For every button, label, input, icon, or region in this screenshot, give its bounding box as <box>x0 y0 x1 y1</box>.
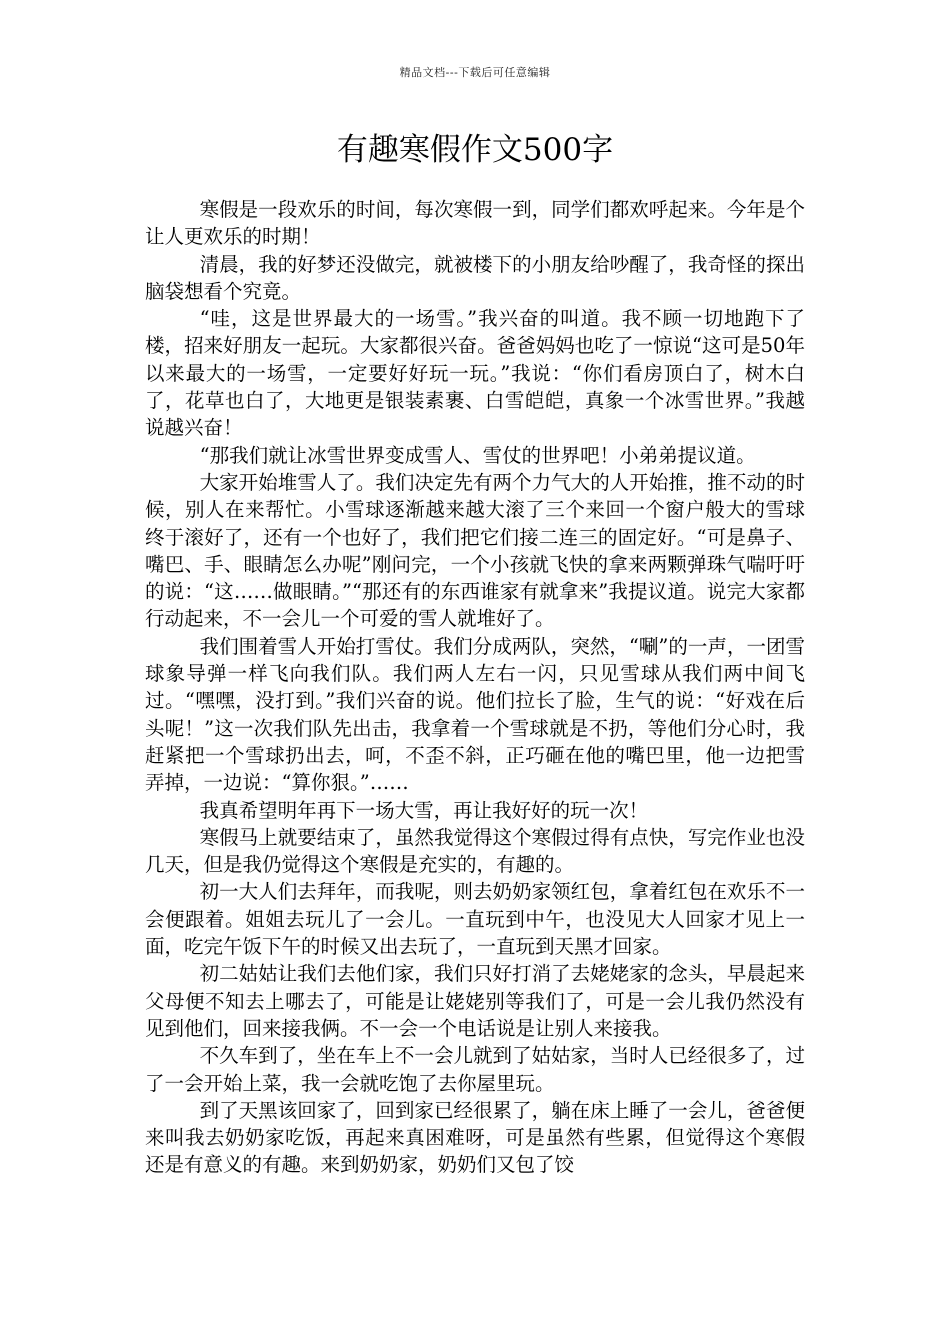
paragraph: 不久车到了，坐在车上不一会儿就到了姑姑家，当时人已经很多了，过了一会开始上菜，我一会就吃饱了去你屋里玩。 <box>145 1044 805 1095</box>
document-title: 有趣寒假作文500字 <box>336 132 614 168</box>
article-body <box>145 196 805 1179</box>
paragraph: “那我们就让冰雪世界变成雪人、雪仗的世界吧！小弟弟提议道。 <box>199 443 756 467</box>
paragraph: 我真希望明年再下一场大雪，再让我好好的玩一次！ <box>199 798 649 822</box>
header-note: 精品文档---下载后可任意编辑 <box>399 66 551 79</box>
paragraph: 我们围着雪人开始打雪仗。我们分成两队，突然，“唰”的一声，一团雪球象导弹一样飞向我们队。我们两人左右一闪，只见雪球从我们两中间飞过。“嘿嘿，没打到。”我们兴奋的说。他们拉长了脸，生气的说：“好戏在后头呢！”这一次我们队先出击，我拿着一个雪球就是不扔，等他们分心时，我赶紧把一个雪球扔出去，呵，不歪不斜，正巧砸在他的嘴巴里，他一边把雪弄掉，一边说：“算你狠。”…… <box>145 634 805 795</box>
paragraph: 寒假马上就要结束了，虽然我觉得这个寒假过得有点快，写完作业也没几天，但是我仍觉得这个寒假是充实的，有趣的。 <box>145 825 805 877</box>
paragraph: 到了天黑该回家了，回到家已经很累了，躺在床上睡了一会儿，爸爸便来叫我去奶奶家吃饭，再起来真困难呀，可是虽然有些累，但觉得这个寒假还是有意义的有趣。来到奶奶家，奶奶们又包了饺 <box>145 1098 805 1177</box>
paragraph: 初一大人们去拜年，而我呢，则去奶奶家领红包，拿着红包在欢乐不一会便跟着。姐姐去玩儿了一会儿。一直玩到中午，也没见大人回家才见上一面，吃完午饭下午的时候又出去玩了，一直玩到天黑才回家。 <box>145 880 805 959</box>
paragraph: “哇，这是世界最大的一场雪。”我兴奋的叫道。我不顾一切地跑下了楼，招来好朋友一起玩。大家都很兴奋。爸爸妈妈也吃了一惊说“这可是50年以来最大的一场雪，一定要好好玩一玩。”我说：“你们看房顶白了，树木白了，花草也白了，大地更是银装素裹、白雪皑皑，真象一个冰雪世界。”我越说越兴奋！ <box>145 307 805 440</box>
paragraph: 寒假是一段欢乐的时间，每次寒假一到，同学们都欢呼起来。今年是个让人更欢乐的时期！ <box>145 198 805 249</box>
paragraph: 初二姑姑让我们去他们家，我们只好打消了去姥姥家的念头，早晨起来父母便不知去上哪去了，可能是让姥姥别等我们了，可是一会儿我仍然没有见到他们，回来接我俩。不一会一个电话说是让别人来接我。 <box>145 962 805 1040</box>
paragraph: 大家开始堆雪人了。我们决定先有两个力气大的人开始推，推不动的时候，别人在来帮忙。小雪球逐渐越来越大滚了三个来回一个窗户般大的雪球终于滚好了，还有一个也好了，我们把它们接二连三的固定好。“可是鼻子、嘴巴、手、眼睛怎么办呢”刚问完，一个小孩就飞快的拿来两颗弹珠气喘吁吁的说：“这……做眼睛。”“那还有的东西谁家有就拿来”我提议道。说完大家都行动起来，不一会儿一个可爱的雪人就堆好了。 <box>145 470 805 631</box>
paragraph: 清晨，我的好梦还没做完，就被楼下的小朋友给吵醒了，我奇怪的探出脑袋想看个究竟。 <box>145 252 805 303</box>
